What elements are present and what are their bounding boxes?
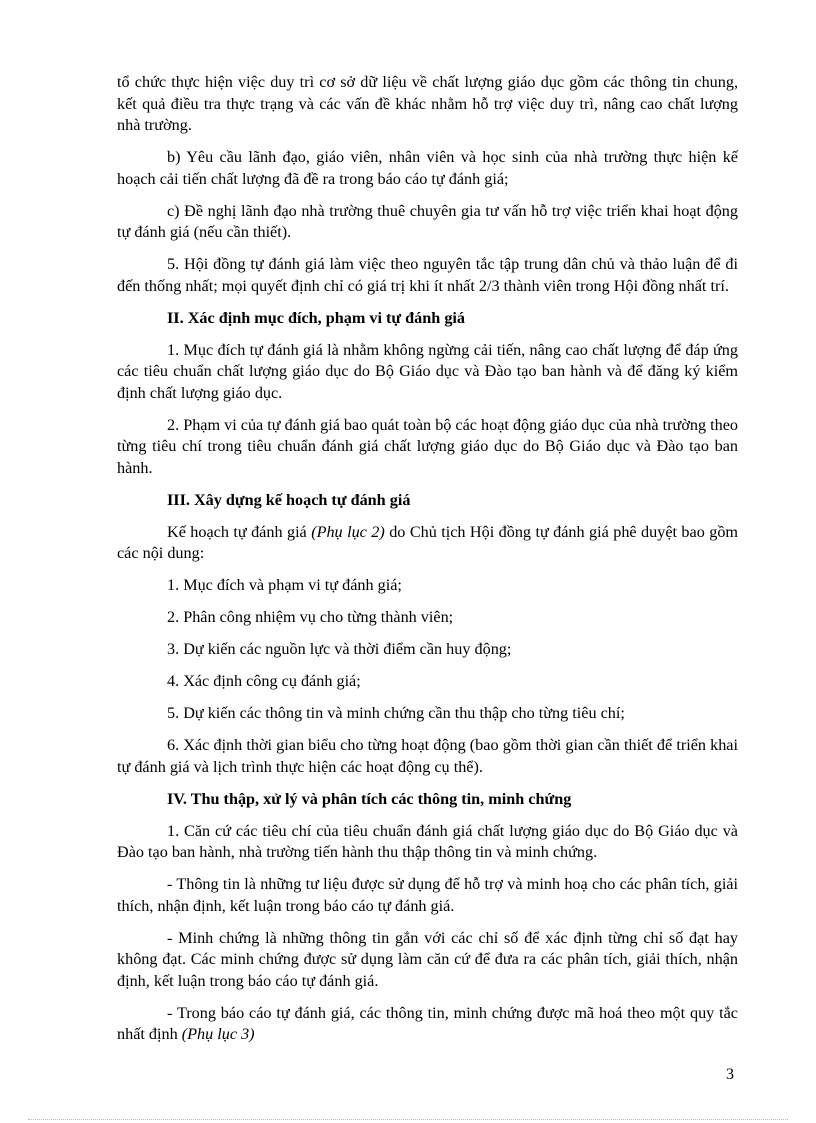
paragraph: 1. Mục đích tự đánh giá là nhằm không ngừng cải tiến, nâng cao chất lượng để đáp ứng các tiêu chuẩn chất lượng giáo dục do Bộ Giáo dục và Đào tạo ban hành và để đăng ký kiểm định chất lượng giáo dục. [117, 340, 738, 402]
list-item: 4. Xác định công cụ đánh giá; [167, 672, 361, 690]
paragraph: c) Đề nghị lãnh đạo nhà trường thuê chuyên gia tư vấn hỗ trợ việc triển khai hoạt động tự đánh giá (nếu cần thiết). [117, 201, 738, 241]
page-body [117, 72, 738, 1056]
list-item: 2. Phân công nhiệm vụ cho từng thành viên; [167, 608, 454, 626]
page-number: 3 [726, 1066, 734, 1083]
section-heading: II. Xác định mục đích, phạm vi tự đánh giá [167, 308, 466, 327]
appendix-reference: (Phụ lục 2) [311, 522, 385, 541]
footer-divider [28, 1119, 788, 1120]
paragraph: 1. Căn cứ các tiêu chí của tiêu chuẩn đánh giá chất lượng giáo dục do Bộ Giáo dục và Đào tạo ban hành, nhà trường tiến hành thu thập thông tin và minh chứng. [117, 821, 738, 861]
paragraph: tổ chức thực hiện việc duy trì cơ sở dữ liệu về chất lượng giáo dục gồm các thông tin chung, kết quả điều tra thực trạng và các vấn đề khác nhằm hỗ trợ việc duy trì, nâng cao chất lượng nhà trường. [117, 73, 738, 134]
section-heading: IV. Thu thập, xử lý và phân tích các thông tin, minh chứng [167, 789, 572, 808]
paragraph: - Minh chứng là những thông tin gắn với các chỉ số để xác định từng chỉ số đạt hay không đạt. Các minh chứng được sử dụng làm căn cứ để đưa ra các phân tích, giải thích, nhận định, kết luận trong báo cáo tự đánh giá. [117, 928, 738, 990]
paragraph [117, 522, 738, 565]
list-item: 6. Xác định thời gian biểu cho từng hoạt động (bao gồm thời gian cần thiết để triển khai tự đánh giá và lịch trình thực hiện các hoạt động cụ thể). [117, 736, 738, 776]
paragraph: b) Yêu cầu lãnh đạo, giáo viên, nhân viên và học sinh của nhà trường thực hiện kế hoạch cải tiến chất lượng đã đề ra trong báo cáo tự đánh giá; [117, 148, 738, 188]
paragraph: - Thông tin là những tư liệu được sử dụng để hỗ trợ và minh hoạ cho các phân tích, giải thích, nhận định, kết luận trong báo cáo tự đánh giá. [117, 875, 738, 915]
paragraph: 2. Phạm vi của tự đánh giá bao quát toàn bộ các hoạt động giáo dục của nhà trường theo từng tiêu chí trong tiêu chuẩn đánh giá chất lượng giáo dục do Bộ Giáo dục và Đào tạo ban hành. [117, 415, 738, 477]
section-heading: III. Xây dựng kế hoạch tự đánh giá [167, 490, 411, 509]
appendix-reference: (Phụ lục 3) [181, 1025, 255, 1043]
text-run: - Trong báo cáo tự đánh giá, các thông tin, minh chứng được mã hoá theo một quy tắc nhất định [117, 1003, 738, 1043]
list-item: 1. Mục đích và phạm vi tự đánh giá; [167, 576, 402, 594]
text-run: Kế hoạch tự đánh giá [167, 522, 312, 541]
list-item: 3. Dự kiến các nguồn lực và thời điểm cần huy động; [167, 640, 512, 658]
list-item: 5. Dự kiến các thông tin và minh chứng cần thu thập cho từng tiêu chí; [167, 704, 625, 722]
paragraph: 5. Hội đồng tự đánh giá làm việc theo nguyên tắc tập trung dân chủ và thảo luận để đi đến thống nhất; mọi quyết định chỉ có giá trị khi ít nhất 2/3 thành viên trong Hội đồng nhất trí. [117, 255, 738, 295]
paragraph [117, 1003, 738, 1046]
text-run: do Chủ tịch Hội đồng tự đánh giá phê duyệt bao gồm các nội dung: [117, 522, 739, 562]
